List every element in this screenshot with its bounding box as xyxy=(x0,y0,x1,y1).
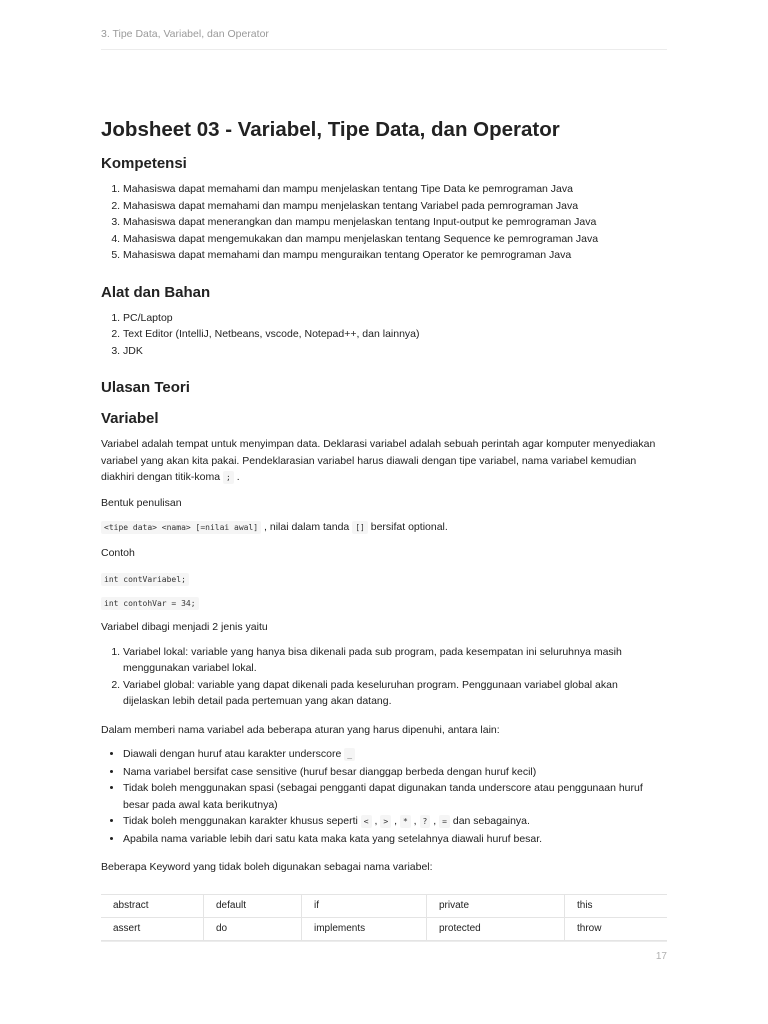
aturan-label: Dalam memberi nama variabel ada beberapa aturan yang harus dipenuhi, antara lain: xyxy=(101,723,500,736)
page-title: Jobsheet 03 - Variabel, Tipe Data, dan Operator xyxy=(101,118,560,141)
bentuk-label: Bentuk penulisan xyxy=(101,496,182,509)
inline-code: = xyxy=(439,815,450,828)
table-header-row xyxy=(101,884,667,895)
inline-code: ; xyxy=(223,471,234,484)
inline-code: * xyxy=(400,815,411,828)
kompetensi-heading: Kompetensi xyxy=(101,155,187,172)
code-text: int contohVar = 34; xyxy=(101,597,199,610)
table-cell: private xyxy=(427,894,565,917)
list-item: • Apabila nama variable lebih dari satu kata maka kata yang setelahnya diawali huruf besar. xyxy=(123,831,667,848)
example-code-1 xyxy=(101,569,667,587)
table-cell: this xyxy=(565,894,668,917)
rule-text: Tidak boleh menggunakan karakter khusus seperti xyxy=(123,815,361,827)
table-cell: implements xyxy=(302,917,427,940)
intro-text: Variabel adalah tempat untuk menyimpan data. Deklarasi variabel adalah sebuah perintah agar komputer menyediakan variabel yang akan kita pakai. Pendeklarasian variabel harus diawali dengan tipe variabel, nama variabel kemudian diakhiri dengan titik-koma xyxy=(101,438,656,483)
inline-code: ? xyxy=(420,815,431,828)
page-content xyxy=(101,118,667,941)
kompetensi-list xyxy=(101,181,667,264)
list-item xyxy=(123,746,667,764)
rule-end: dan sebagainya. xyxy=(449,815,530,827)
list-item: • Tidak boleh menggunakan spasi (sebagai pengganti dapat digunakan tanda underscore atau penggunaan huruf besar pada awal kata berikutnya) xyxy=(123,780,667,813)
separator: , xyxy=(391,815,400,827)
syntax-line xyxy=(101,519,667,537)
inline-code: < xyxy=(361,815,372,828)
list-item: 1. Mahasiswa dapat memahami dan mampu menjelaskan tentang Tipe Data ke pemrograman Java xyxy=(123,181,667,198)
table-cell: if xyxy=(302,894,427,917)
list-item: 3. Mahasiswa dapat menerangkan dan mampu menjelaskan tentang Input-output ke pemrograman Java xyxy=(123,214,667,231)
variabel-intro xyxy=(101,436,667,487)
list-item: 1. Variabel lokal: variable yang hanya bisa dikenali pada sub program, pada kesempatan ini seluruhnya masih menggunakan variabel lokal. xyxy=(123,644,667,677)
jenis-label: Variabel dibagi menjadi 2 jenis yaitu xyxy=(101,621,268,633)
table-cell: assert xyxy=(101,917,204,940)
list-item xyxy=(123,813,667,831)
aturan-list xyxy=(101,746,667,847)
table-cell: do xyxy=(204,917,302,940)
page-number: 17 xyxy=(655,951,667,962)
list-item: 5. Mahasiswa dapat memahami dan mampu menguraikan tentang Operator ke pemrograman Java xyxy=(123,247,667,264)
syntax-code: <tipe data> <nama> [=nilai awal] xyxy=(101,521,261,534)
separator: , xyxy=(410,815,420,827)
variabel-heading: Variabel xyxy=(101,410,159,427)
jenis-list xyxy=(101,644,667,710)
intro-end: . xyxy=(233,471,240,483)
code-text: int contVariabel; xyxy=(101,573,189,586)
list-item: • Nama variabel bersifat case sensitive (huruf besar dianggap berbeda dengan huruf kecil) xyxy=(123,764,667,781)
list-item: 1. PC/Laptop xyxy=(123,310,667,327)
table-cell: default xyxy=(204,894,302,917)
inline-code: [] xyxy=(352,521,368,534)
alat-heading: Alat dan Bahan xyxy=(101,283,211,301)
list-item: 4. Mahasiswa dapat mengemukakan dan mampu menjelaskan tentang Sequence ke pemrograman Java xyxy=(123,231,667,248)
inline-code: _ xyxy=(344,748,355,761)
syntax-text: , nilai dalam tanda xyxy=(261,521,353,533)
alat-list xyxy=(101,310,667,360)
contoh-label: Contoh xyxy=(101,546,135,559)
separator: , xyxy=(430,815,440,827)
rule-text: Diawali dengan huruf atau karakter underscore xyxy=(123,748,345,760)
keywords-table xyxy=(101,884,667,941)
list-item: 2. Mahasiswa dapat memahami dan mampu menjelaskan tentang Variabel pada pemrograman Java xyxy=(123,198,667,215)
table-row xyxy=(101,917,667,940)
separator: , xyxy=(371,815,381,827)
example-code-2 xyxy=(101,593,667,611)
ulasan-heading: Ulasan Teori xyxy=(101,379,190,396)
inline-code: > xyxy=(380,815,391,828)
list-item: 2. Variabel global: variable yang dapat dikenali pada keseluruhan program. Penggunaan variabel global akan dijelaskan lebih detail pada pertemuan yang akan datang. xyxy=(123,677,667,710)
syntax-end: bersifat optional. xyxy=(367,521,448,533)
table-cell: protected xyxy=(427,917,565,940)
table-cell: throw xyxy=(565,917,668,940)
keyword-label: Beberapa Keyword yang tidak boleh digunakan sebagai nama variabel: xyxy=(101,861,433,873)
footer-divider xyxy=(101,941,667,942)
table-row xyxy=(101,894,667,917)
running-header: 3. Tipe Data, Variabel, dan Operator xyxy=(101,28,667,50)
list-item: 3. JDK xyxy=(123,343,667,360)
table-cell: abstract xyxy=(101,894,204,917)
list-item: 2. Text Editor (IntelliJ, Netbeans, vscode, Notepad++, dan lainnya) xyxy=(123,326,667,343)
